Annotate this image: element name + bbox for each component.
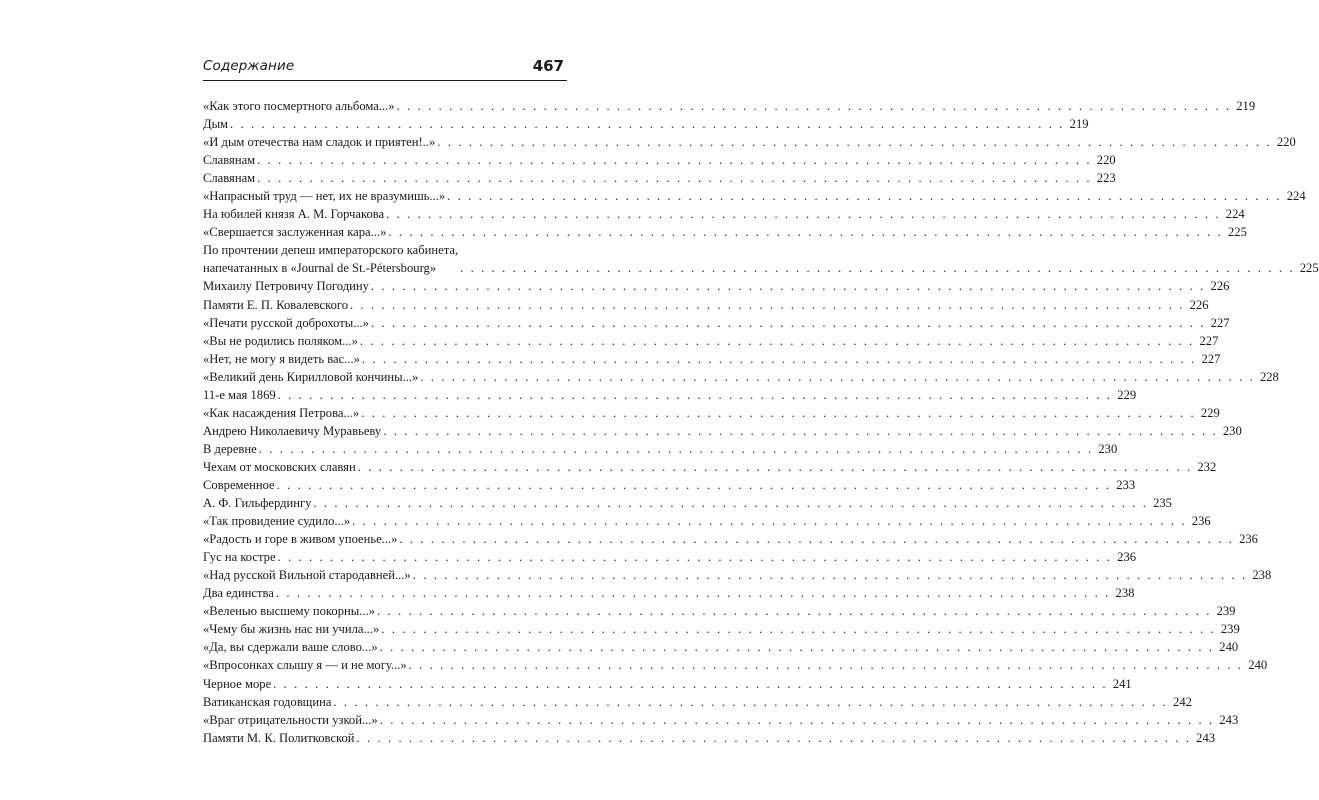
- toc-entry-title: Современное: [203, 477, 275, 492]
- toc-entry-page-number: 219: [1069, 117, 1089, 132]
- dot-leader: . . . . . . . . . . . . . . . . . . . . . . . . . . . . . . . . . . . . . . . . . . . . . . . . . . . . . . . . . . . . . . . . . . . . . . . . . . . . . . . .: [381, 622, 1216, 637]
- dot-leader: . . . . . . . . . . . . . . . . . . . . . . . . . . . . . . . . . . . . . . . . . . . . . . . . . . . . . . . . . . . . . . . . . . . . . . . . . . . . . . . .: [396, 99, 1232, 113]
- toc-entry: [203, 656, 1268, 674]
- toc-entry-title: «Так провидение судило...»: [203, 514, 351, 529]
- running-header: [203, 58, 567, 78]
- dot-leader: . . . . . . . . . . . . . . . . . . . . . . . . . . . . . . . . . . . . . . . . . . . . . . . . . . . . . . . . . . . . . . . . . . . . . . . . . . . . . . . .: [361, 405, 1196, 420]
- toc-entry: [203, 458, 1217, 476]
- dot-leader: . . . . . . . . . . . . . . . . . . . . . . . . . . . . . . . . . . . . . . . . . . . . . . . . . . . . . . . . . . . . . . . . . . . . . . . . . . . . . . . .: [275, 586, 1111, 601]
- toc-entry-title: Славянам: [203, 171, 256, 186]
- toc-entry: [203, 711, 1239, 729]
- toc-entry: [203, 241, 1319, 277]
- toc-entry-title: Памяти Е. П. Ковалевского: [203, 297, 349, 312]
- toc-entry-title-line: По прочтении депеш императорского кабинета,: [203, 243, 459, 258]
- toc-entry-page-number: 227: [1199, 333, 1219, 348]
- toc-entry-title: А. Ф. Гильфердингу: [203, 496, 312, 511]
- dot-leader: . . . . . . . . . . . . . . . . . . . . . . . . . . . . . . . . . . . . . . . . . . . . . . . . . . . . . . . . . . . . . . . . . . . . . . . . . . . . . . . .: [276, 477, 1112, 492]
- toc-entry-page-number: 238: [1252, 568, 1272, 583]
- toc-entry: [203, 693, 1192, 711]
- toc-entry-title: «Веленью высшему покорны...»: [203, 604, 375, 619]
- dot-leader: . . . . . . . . . . . . . . . . . . . . . . . . . . . . . . . . . . . . . . . . . . . . . . . . . . . . . . . . . . . . . . . . . . . . . . . . . . . . . . . .: [386, 207, 1221, 222]
- toc-entry-page-number: 240: [1219, 640, 1239, 655]
- toc-entry: [203, 296, 1209, 314]
- toc-entry-title: Дым: [203, 117, 229, 132]
- dot-leader: . . . . . . . . . . . . . . . . . . . . . . . . . . . . . . . . . . . . . . . . . . . . . . . . . . . . . . . . . . . . . . . . . . . . . . . . . . . . . . . .: [258, 441, 1094, 456]
- toc-entry: [203, 548, 1137, 566]
- toc-entry-title: На юбилей князя А. М. Горчакова: [203, 207, 385, 222]
- toc-entry-title: «Нет, не могу я видеть вас...»: [203, 351, 360, 366]
- toc-entry-page-number: 230: [1222, 423, 1242, 438]
- dot-leader: . . . . . . . . . . . . . . . . . . . . . . . . . . . . . . . . . . . . . . . . . . . . . . . . . . . . . . . . . . . . . . . . . . . . . . . . . . . . . . . .: [333, 694, 1168, 709]
- toc-entry-title: Гус на костре: [203, 550, 276, 565]
- toc-entry: [203, 314, 1230, 332]
- toc-entry-title: Ватиканская годовщина: [203, 694, 332, 709]
- toc-entry: [203, 566, 1272, 584]
- dot-leader: . . . . . . . . . . . . . . . . . . . . . . . . . . . . . . . . . . . . . . . . . . . . . . . . . . . . . . . . . . . . . . . . . . . . . . . . . . . . . . . .: [447, 189, 1282, 204]
- running-header-page-number: 467: [532, 57, 564, 75]
- toc-entry: [203, 205, 1245, 223]
- toc-entry-page-number: 224: [1286, 189, 1306, 204]
- toc-entry: [203, 151, 1116, 169]
- dot-leader: . . . . . . . . . . . . . . . . . . . . . . . . . . . . . . . . . . . . . . . . . . . . . . . . . . . . . . . . . . . . . . . . . . . . . . . . . . . . . . . .: [376, 604, 1212, 619]
- book-page: [203, 57, 1319, 745]
- toc-entry: [203, 350, 1221, 368]
- dot-leader: . . . . . . . . . . . . . . . . . . . . . . . . . . . . . . . . . . . . . . . . . . . . . . . . . . . . . . . . . . . . . . . . . . . . . . . . . . . . . . . .: [460, 261, 1295, 276]
- toc-entry-title: Андрею Николаевичу Муравьеву: [203, 423, 382, 438]
- dot-leader: . . . . . . . . . . . . . . . . . . . . . . . . . . . . . . . . . . . . . . . . . . . . . . . . . . . . . . . . . . . . . . . . . . . . . . . . . . . . . . . .: [399, 532, 1234, 547]
- toc-entry: [203, 97, 1256, 115]
- toc-entry-page-number: 220: [1096, 153, 1116, 168]
- toc-entry: [203, 115, 1089, 133]
- toc-entry-page-number: 220: [1276, 135, 1296, 150]
- dot-leader: . . . . . . . . . . . . . . . . . . . . . . . . . . . . . . . . . . . . . . . . . . . . . . . . . . . . . . . . . . . . . . . . . . . . . . . . . . . . . . . .: [379, 640, 1215, 655]
- dot-leader: . . . . . . . . . . . . . . . . . . . . . . . . . . . . . . . . . . . . . . . . . . . . . . . . . . . . . . . . . . . . . . . . . . . . . . . . . . . . . . . .: [383, 423, 1218, 438]
- toc-entry-page-number: 236: [1239, 532, 1258, 547]
- header-rule: [203, 80, 567, 81]
- dot-leader: . . . . . . . . . . . . . . . . . . . . . . . . . . . . . . . . . . . . . . . . . . . . . . . . . . . . . . . . . . . . . . . . . . . . . . . . . . . . . . . .: [379, 712, 1215, 727]
- toc-entry-page-number: 225: [1299, 261, 1319, 276]
- toc-entry-title: Памяти М. К. Политковской: [203, 730, 355, 745]
- dot-leader: . . . . . . . . . . . . . . . . . . . . . . . . . . . . . . . . . . . . . . . . . . . . . . . . . . . . . . . . . . . . . . . . . . . . . . . . . . . . . . . .: [437, 135, 1272, 150]
- toc-entry-page-number: 227: [1201, 351, 1221, 366]
- toc-entry-title: [203, 241, 458, 277]
- dot-leader: . . . . . . . . . . . . . . . . . . . . . . . . . . . . . . . . . . . . . . . . . . . . . . . . . . . . . . . . . . . . . . . . . . . . . . . . . . . . . . . .: [273, 676, 1108, 691]
- toc-entry-title: «Радость и горе в живом упоенье...»: [203, 532, 398, 547]
- toc-entry: [203, 404, 1220, 422]
- dot-leader: . . . . . . . . . . . . . . . . . . . . . . . . . . . . . . . . . . . . . . . . . . . . . . . . . . . . . . . . . . . . . . . . . . . . . . . . . . . . . . . .: [277, 387, 1113, 402]
- toc-entry-page-number: 242: [1173, 694, 1192, 709]
- toc-entry-page-number: 224: [1225, 207, 1245, 222]
- toc-entry: [203, 368, 1279, 386]
- toc-entry: [203, 512, 1211, 530]
- toc-entry-page-number: 243: [1196, 730, 1216, 745]
- toc-entry: [203, 187, 1306, 205]
- toc-entry-page-number: 228: [1259, 369, 1279, 384]
- toc-entry-title: «И дым отечества нам сладок и приятен!..»: [203, 135, 436, 150]
- dot-leader: . . . . . . . . . . . . . . . . . . . . . . . . . . . . . . . . . . . . . . . . . . . . . . . . . . . . . . . . . . . . . . . . . . . . . . . . . . . . . . . .: [370, 279, 1206, 294]
- dot-leader: . . . . . . . . . . . . . . . . . . . . . . . . . . . . . . . . . . . . . . . . . . . . . . . . . . . . . . . . . . . . . . . . . . . . . . . . . . . . . . . .: [257, 153, 1092, 168]
- dot-leader: . . . . . . . . . . . . . . . . . . . . . . . . . . . . . . . . . . . . . . . . . . . . . . . . . . . . . . . . . . . . . . . . . . . . . . . . . . . . . . . .: [277, 550, 1113, 565]
- toc-entry-title: «Великий день Кирилловой кончины...»: [203, 369, 419, 384]
- toc-entry-title: «Впросонках слышу я — и не могу...»: [203, 658, 407, 673]
- toc-entry-page-number: 235: [1153, 496, 1172, 511]
- toc-entry: [203, 476, 1136, 494]
- toc-entry-title: «Напрасный труд — нет, их не вразумишь...»: [203, 189, 446, 204]
- toc-entry-title: Михаилу Петровичу Погодину: [203, 279, 369, 294]
- toc-entry-title: «Печати русской доброхоты...»: [203, 315, 369, 330]
- dot-leader: . . . . . . . . . . . . . . . . . . . . . . . . . . . . . . . . . . . . . . . . . . . . . . . . . . . . . . . . . . . . . . . . . . . . . . . . . . . . . . . .: [356, 730, 1192, 745]
- toc-entry-title: «Да, вы сдержали ваше слово...»: [203, 640, 378, 655]
- toc-entry-page-number: 229: [1117, 387, 1137, 402]
- dot-leader: . . . . . . . . . . . . . . . . . . . . . . . . . . . . . . . . . . . . . . . . . . . . . . . . . . . . . . . . . . . . . . . . . . . . . . . . . . . . . . . .: [350, 297, 1185, 312]
- toc-entry-title: «Над русской Вильной стародавней...»: [203, 568, 411, 583]
- toc-entry-page-number: 240: [1248, 658, 1268, 673]
- toc-entry: [203, 422, 1242, 440]
- toc-entry-title: «Чему бы жизнь нас ни учила...»: [203, 622, 380, 637]
- toc-entry: [203, 729, 1216, 747]
- toc-entry-title: В деревне: [203, 441, 257, 456]
- toc-entry-page-number: 233: [1116, 477, 1136, 492]
- toc-entry-title: «Как насаждения Петрова...»: [203, 405, 360, 420]
- toc-entry-title-line: напечатанных в «Journal de St.-Pétersbourg»: [203, 261, 437, 276]
- toc-entry-page-number: 226: [1189, 297, 1209, 312]
- toc-entry: [203, 602, 1236, 620]
- dot-leader: . . . . . . . . . . . . . . . . . . . . . . . . . . . . . . . . . . . . . . . . . . . . . . . . . . . . . . . . . . . . . . . . . . . . . . . . . . . . . . . .: [412, 568, 1248, 583]
- table-of-contents: [203, 97, 1319, 747]
- toc-entry-title: Черное море: [203, 676, 272, 691]
- toc-entry: [203, 133, 1296, 151]
- toc-entry: [203, 620, 1240, 638]
- toc-entry-page-number: 243: [1219, 712, 1239, 727]
- toc-entry-page-number: 238: [1115, 586, 1135, 601]
- toc-entry: [203, 332, 1219, 350]
- toc-entry-page-number: 239: [1220, 622, 1240, 637]
- dot-leader: . . . . . . . . . . . . . . . . . . . . . . . . . . . . . . . . . . . . . . . . . . . . . . . . . . . . . . . . . . . . . . . . . . . . . . . . . . . . . . . .: [352, 514, 1187, 529]
- toc-entry-page-number: 226: [1210, 279, 1230, 294]
- toc-entry-title: Славянам: [203, 153, 256, 168]
- toc-entry-page-number: 223: [1096, 171, 1116, 186]
- toc-entry-page-number: 227: [1210, 315, 1230, 330]
- dot-leader: . . . . . . . . . . . . . . . . . . . . . . . . . . . . . . . . . . . . . . . . . . . . . . . . . . . . . . . . . . . . . . . . . . . . . . . . . . . . . . . .: [420, 369, 1255, 384]
- toc-entry: [203, 675, 1132, 693]
- toc-entry: [203, 169, 1116, 187]
- toc-entry-page-number: 219: [1236, 99, 1256, 113]
- toc-entry-title: «Как этого посмертного альбома...»: [203, 99, 395, 113]
- toc-entry: [203, 530, 1258, 548]
- toc-entry-title: 11-е мая 1869: [203, 387, 276, 402]
- toc-entry: [203, 584, 1135, 602]
- dot-leader: . . . . . . . . . . . . . . . . . . . . . . . . . . . . . . . . . . . . . . . . . . . . . . . . . . . . . . . . . . . . . . . . . . . . . . . . . . . . . . . .: [359, 333, 1195, 348]
- dot-leader: . . . . . . . . . . . . . . . . . . . . . . . . . . . . . . . . . . . . . . . . . . . . . . . . . . . . . . . . . . . . . . . . . . . . . . . . . . . . . . . .: [313, 496, 1148, 511]
- dot-leader: . . . . . . . . . . . . . . . . . . . . . . . . . . . . . . . . . . . . . . . . . . . . . . . . . . . . . . . . . . . . . . . . . . . . . . . . . . . . . . . .: [370, 315, 1206, 330]
- toc-entry: [203, 638, 1239, 656]
- toc-entry-page-number: 241: [1112, 676, 1132, 691]
- dot-leader: . . . . . . . . . . . . . . . . . . . . . . . . . . . . . . . . . . . . . . . . . . . . . . . . . . . . . . . . . . . . . . . . . . . . . . . . . . . . . . . .: [257, 171, 1092, 186]
- toc-entry-page-number: 232: [1197, 459, 1217, 474]
- toc-entry-page-number: 230: [1098, 441, 1118, 456]
- toc-entry-page-number: 239: [1216, 604, 1236, 619]
- toc-entry-page-number: 225: [1228, 225, 1247, 240]
- toc-entry: [203, 223, 1247, 241]
- dot-leader: . . . . . . . . . . . . . . . . . . . . . . . . . . . . . . . . . . . . . . . . . . . . . . . . . . . . . . . . . . . . . . . . . . . . . . . . . . . . . . . .: [388, 225, 1223, 240]
- toc-entry-title: «Вы не родились поляком...»: [203, 333, 358, 348]
- toc-entry: [203, 277, 1230, 295]
- dot-leader: . . . . . . . . . . . . . . . . . . . . . . . . . . . . . . . . . . . . . . . . . . . . . . . . . . . . . . . . . . . . . . . . . . . . . . . . . . . . . . . .: [408, 658, 1244, 673]
- toc-entry-title: «Враг отрицательности узкой...»: [203, 712, 378, 727]
- toc-entry: [203, 440, 1118, 458]
- dot-leader: . . . . . . . . . . . . . . . . . . . . . . . . . . . . . . . . . . . . . . . . . . . . . . . . . . . . . . . . . . . . . . . . . . . . . . . . . . . . . . . .: [230, 117, 1065, 132]
- toc-entry-page-number: 236: [1191, 514, 1211, 529]
- toc-entry-title: Два единства: [203, 586, 274, 601]
- toc-entry: [203, 494, 1172, 512]
- toc-entry: [203, 386, 1137, 404]
- running-header-title: Содержание: [203, 58, 295, 74]
- toc-entry-page-number: 229: [1200, 405, 1220, 420]
- dot-leader: . . . . . . . . . . . . . . . . . . . . . . . . . . . . . . . . . . . . . . . . . . . . . . . . . . . . . . . . . . . . . . . . . . . . . . . . . . . . . . . .: [361, 351, 1197, 366]
- toc-entry-page-number: 236: [1117, 550, 1137, 565]
- toc-entry-title: «Свершается заслуженная кара...»: [203, 225, 387, 240]
- toc-entry-title: Чехам от московских славян: [203, 459, 356, 474]
- dot-leader: . . . . . . . . . . . . . . . . . . . . . . . . . . . . . . . . . . . . . . . . . . . . . . . . . . . . . . . . . . . . . . . . . . . . . . . . . . . . . . . .: [357, 459, 1193, 474]
